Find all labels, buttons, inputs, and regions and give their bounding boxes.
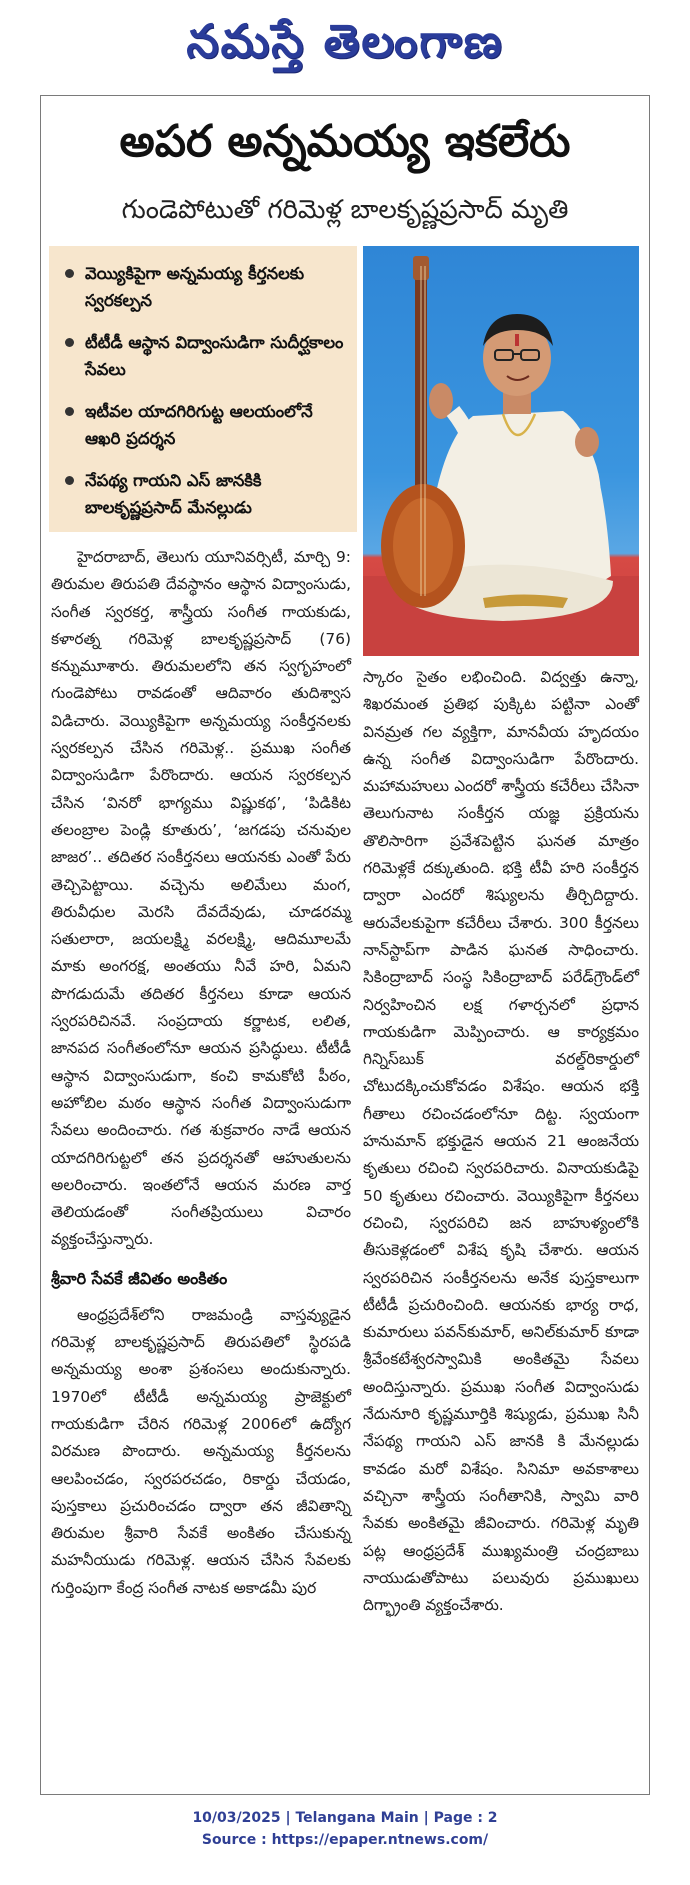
bullet-icon bbox=[65, 407, 74, 416]
article-paragraph: ఆంధ్రప్రదేశ్‌లోని రాజమండ్రి వాస్తవ్యుడైన గరిమెళ్ల బాలకృష్ణప్రసాద్ తిరుపతిలో స్థిరపడి అన్నమయ్య అంశా ప్రశంసలు అందుకున్నారు. 1970లో టీటీడీ అన్నమయ్య ప్రాజెక్టులో గాయకుడిగా చేరిన గరిమెళ్ల 2006లో ఉద్యోగ విరమణ పొందారు. అన్నమయ్య కీర్తనలను ఆలపించడం, స్వరపరచడం, రికార్డు చేయడం, పుస్తకాలు ప్రచురించడం ద్వారా తన జీవితాన్ని తిరుమల శ్రీవారి సేవకే అంకితం చేసుకున్న మహనీయుడు గరిమెళ్ల. ఆయన చేసిన సేవలకు గుర్తింపుగా కేంద్ర సంగీత నాటక అకాడమీ పుర bbox=[51, 1305, 351, 1597]
portrait-photo bbox=[363, 246, 639, 656]
bullet-icon bbox=[65, 476, 74, 485]
article-paragraph: హైదరాబాద్, తెలుగు యూనివర్సిటీ, మార్చి 9: తిరుమల తిరుపతి దేవస్థానం ఆస్థాన విద్వాంసుడు, సంగీత స్వరకర్త, శాస్త్రీయ సంగీత గాయకుడు, కళారత్న గరిమెళ్ల బాలకృష్ణప్రసాద్ (76) కన్నుమూశారు. తిరుమలలోని తన స్వగృహంలో గుండెపోటు రావడంతో ఆదివారం తుదిశ్వాస విడిచారు. వెయ్యికిపైగా అన్నమయ్య సంకీర్తనలకు స్వరకల్పన చేసిన గరిమెళ్ల.. ప్రముఖ సంగీత విద్వాంసుడిగా పేరొందారు. ఆయన స్వరకల్పన చేసిన ‘వినరో భాగ్యము విష్ణుకథ’, ‘పిడికిట తలంబ్రాల పెండ్లి కూతురు’, ‘జగడపు చనువుల జాజర’.. తదితర సంకీర్తనలు ఆయనకు ఎంతో పేరు తెచ్చిపెట్టాయి. వచ్చెను అలిమేలు మంగ, తిరువీధుల మెరసి దేవదేవుడు, చూడరమ్మ సతులారా, జయలక్ష్మి వరలక్ష్మి, ఆదిమూలమే మాకు అంగరక్ష, అంతయు నీవే హరి, ఏమని పొగడుదుమే తదితర కీర్తనలు కూడా ఆయన స్వరపరిచినవే. సంప్రదాయ కర్ణాటక, లలిత, జానపద సంగీతంలోనూ ఆయన ప్రసిద్ధులు. టీటీడీ ఆస్థాన విద్వాంసుడుగా, కంచి కామకోటి పీఠం, అహోబిల మఠం ఆస్థాన సంగీత విద్వాంసుడుగా సేవలు అందించారు. గత శుక్రవారం నాడే ఆయన యాదగిరిగుట్టలో తన ప్రదర్శనతో ఆహుతులను అలరించారు. ఇంతలోనే ఆయన మరణ వార్త తెలియడంతో సంగీతప్రియులు విచారం వ్యక్తంచేస్తున్నారు. bbox=[51, 548, 351, 1249]
article-paragraph: స్కారం సైతం లభించింది. విద్వత్తు ఉన్నా, శిఖరమంత ప్రతిభ పుక్కిట పట్టినా ఎంతో వినమ్రత గల వ్యక్తిగా, మానవీయ హృదయం ఉన్న సంగీత విద్వాంసుడిగా పేరొందారు. మహామహులు ఎందరో శాస్త్రీయ కచేరీలు చేసినా తెలుగునాట సంకీర్తన యజ్ఞ ప్రక్రియను తొలిసారిగా ప్రవేశపెట్టిన ఘనత మాత్రం గరిమెళ్లకే దక్కుతుంది. భక్తి టీవీ హరి సంకీర్తన ద్వారా ఎందరో శిష్యులను తీర్చిదిద్దారు. ఆరువేలకుపైగా కచేరీలు చేశారు. 300 కీర్తనలు నాన్‌స్టాప్‌గా పాడిన ఘనత సాధించారు. సికింద్రాబాద్ సంస్థ సికింద్రాబాద్ పరేడ్‌గ్రౌండ్‌లో నిర్వహించిన లక్ష గళార్చనలో ప్రధాన గాయకుడిగా మెప్పించారు. ఆ కార్యక్రమం గిన్నిస్‌బుక్ వరల్డ్‌రికార్డులో చోటుదక్కించుకోవడం విశేషం. ఆయన భక్తి గీతాలు రచించడంలోనూ దిట్ట. స్వయంగా హనుమాన్ భక్తుడైన ఆయన 21 ఆంజనేయ కృతులు రచించి స్వరపరిచారు. వినాయకుడిపై 50 కృతులు రచించారు. వెయ్యికిపైగా కీర్తనలు రచించి, స్వరపరిచి జన బాహుళ్యంలోకి తీసుకెళ్లడంలో విశేష కృషి చేశారు. ఆయన స్వరపరిచిన సంకీర్తనలను అనేక పుస్తకాలుగా టీటీడీ ప్రచురించింది. ఆయనకు భార్య రాధ, కుమారులు పవన్‌కుమార్, అనిల్‌కుమార్ కూడా శ్రీవేంకటేశ్వరస్వామికి అంకితమై సేవలు అందిస్తున్నారు. ప్రముఖ సంగీత విద్వాంసుడు నేదునూరి కృష్ణమూర్తికి శిష్యుడు, ప్రముఖ సినీ నేపథ్య గాయని ఎస్ జానకి కి మేనల్లుడు కావడం మరో విశేషం. సినిమా అవకాశాలు వచ్చినా శాస్త్రీయ సంగీతానికి, స్వామి వారి సేవకు అంకితమై జీవించారు. గరిమెళ్ల మృతి పట్ల ఆంధ్రప్రదేశ్ ముఖ్యమంత్రి చంద్రబాబు నాయుడుతోపాటు పలువురు ప్రముఖులు దిగ్భ్రాంతి వ్యక్తంచేశారు. bbox=[363, 668, 639, 1615]
highlight-item bbox=[63, 398, 347, 452]
masthead-logo: నమస్తే తెలంగాణ bbox=[186, 14, 504, 68]
highlight-item bbox=[63, 260, 347, 314]
highlight-text: ఇటీవల యాదగిరిగుట్ట ఆలయంలోనే ఆఖరి ప్రదర్శన bbox=[85, 402, 313, 448]
bullet-icon bbox=[65, 269, 74, 278]
highlight-item bbox=[63, 467, 347, 521]
headline: అపర అన్నమయ్య ఇకలేరు bbox=[119, 116, 571, 167]
musician-illustration bbox=[363, 246, 639, 656]
highlight-text: నేపథ్య గాయని ఎస్ జానకికి బాలకృష్ణప్రసాద్ మేనల్లుడు bbox=[85, 471, 262, 517]
highlights-box bbox=[49, 246, 357, 532]
subheadline: గుండెపోటుతో గరిమెళ్ల బాలకృష్ణప్రసాద్ మృతి bbox=[121, 195, 569, 225]
highlight-text: వెయ్యికిపైగా అన్నమయ్య కీర్తనలకు స్వరకల్పన bbox=[85, 264, 305, 310]
article-column-left bbox=[51, 544, 351, 1602]
section-subhead: శ్రీవారి సేవకే జీవితం అంకితం bbox=[51, 1268, 228, 1288]
footer-date-edition: 10/03/2025 | Telangana Main | Page : 2 bbox=[192, 1810, 498, 1826]
footer-source: Source : https://epaper.ntnews.com/ bbox=[201, 1832, 489, 1848]
article-column-right bbox=[363, 664, 639, 1619]
bullet-icon bbox=[65, 338, 74, 347]
article-frame bbox=[40, 95, 650, 1795]
highlight-item bbox=[63, 329, 347, 383]
highlight-text: టీటీడీ ఆస్థాన విద్వాంసుడిగా సుదీర్ఘకాలం సేవలు bbox=[85, 333, 344, 379]
